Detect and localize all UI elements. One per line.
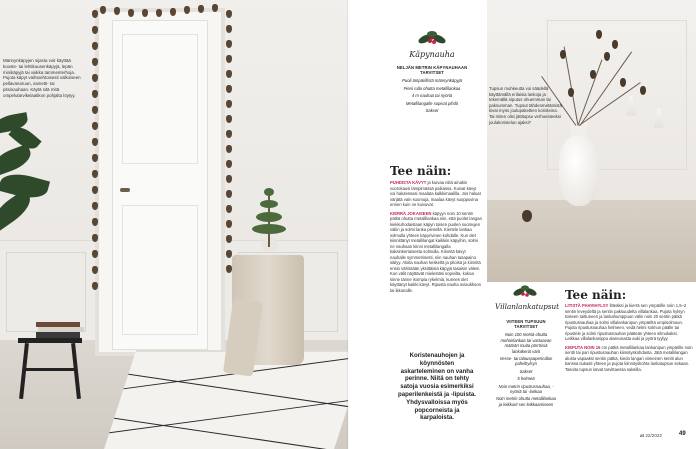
pull-quote: Koristenauhojen ja köynnösten askarteleminen on vanha perinne. Niitä on tehty satoja vuosia esimerkiksi paperilenkeistä ja -lipuista. Yhdysvalloissa myös popcorneista ja karpaloista.: [398, 352, 476, 422]
pinecone: [128, 9, 134, 17]
pinecone: [92, 90, 98, 98]
holly-icon: [495, 282, 557, 302]
pinecone: [568, 88, 574, 97]
pinecone: [226, 160, 232, 168]
pinecone: [226, 205, 232, 213]
pinecone: [92, 218, 98, 226]
tee-nain-1-section: [390, 164, 482, 293]
instruction-paragraph: [390, 180, 482, 208]
instruction-text: litteäksi ja kierrä sen ympärille noin 1,5–2 sentin leveydeltä ja sentin paksuudelta villalankaa. Pujota hylsyn toiseen taittuneen ja lankahumppuun välin noin 20 sentin pätkä ripustusnauhaa ja solmi villalankanipun ympäriltä umpisolmuun. Pujota ripustusnauhaa helmeen, vedä helmi solmun päälle tai ripustele ja solmi ripustusnauhan pääteän yhteen silmukaksi. Leikkaa villalankanippu alareunasta auki ja pyörä tyylyy.: [565, 303, 687, 341]
pinecone: [100, 6, 106, 14]
pinecone: [226, 145, 232, 153]
villanlankatupsut-requirement: Noin 100 metriä ohutta mohairlankaa tai vastaavan määrän muita pörröisiä lankakeriä värit: [500, 332, 552, 354]
tree-leaf: [260, 200, 278, 208]
door-panel: [122, 34, 198, 164]
pinecone: [640, 86, 646, 95]
pinecone: [92, 154, 98, 162]
pinecone: [170, 8, 176, 16]
instruction-text: cm pätkä metallilankaa lankanipun ympärille noin sentti tai pari ripustusnauhan kiinnityskohdasta. Jätä metallilangan alusta vapaaksi sentin pätkä, kiedo langan viimeinen sentti alun kanssa tiukasti yhteen ja pujota kiinnityskohta lankatupsun sekaan. Tasoita tupsun latvat tarvittaessa saksilla.: [565, 344, 693, 372]
pinecone: [226, 175, 232, 183]
tee-nain-1-title: Tee näin:: [390, 164, 452, 178]
pinecone: [226, 130, 232, 138]
linen-cloth: [487, 200, 696, 282]
tree-leaf: [252, 224, 286, 234]
pinecone: [92, 250, 98, 258]
pinecone: [92, 266, 98, 274]
wall-panel: [6, 252, 86, 332]
pinecone: [522, 210, 532, 222]
right-photo-caption: Tupsun muhkeutta voi säädellä käyttämällä erilaisia lankoja ja tekemällä niputus ohuemman tai paksumman. Tupsut tähdenmetämistä kivat myös joulupakettien koristeina. Tai miten olisi jättitupsu verhoesteeksi joulukoristelun ajaksi?: [489, 86, 562, 125]
pinecone: [596, 30, 602, 39]
kapynauha-requirements-heading: NELJÄN METRIN KÄPYNAUHAAN TARVITSET: [396, 65, 468, 76]
pinecone: [590, 70, 596, 79]
small-vase: [262, 238, 278, 252]
holly-icon: [387, 28, 477, 50]
pinecone: [560, 50, 566, 59]
pinecone: [604, 52, 610, 61]
villanlankatupsut-requirement: Noin metrin ripustusnauhaa, -nyöriä tai -lankaa: [498, 383, 554, 395]
pinecone: [212, 4, 218, 12]
instruction-paragraph: [565, 303, 693, 342]
villanlankatupsut-title: Villanlankatupsut: [495, 302, 560, 311]
kapynauha-requirement: Metallilangalle sopivat pihdit: [405, 100, 459, 106]
pinecone: [92, 202, 98, 210]
instruction-lead: KIERRÄ JOKAISEEN: [390, 210, 432, 216]
door-handle: [120, 188, 130, 192]
kapynauha-requirement: Puoli ämpärillistä männynkäpyjä: [402, 78, 462, 84]
pinecone: [226, 235, 232, 243]
gutter-shadow: [347, 0, 349, 449]
kapynauha-requirement: Pieni rulla ohutta metallilankaa: [403, 85, 461, 91]
footer-issue: [640, 433, 662, 438]
villanlankatupsut-requirements-heading: VIITEEN TUPSUUN TARVITSET: [506, 319, 546, 330]
kapynauha-section: [387, 28, 477, 113]
pinecone: [92, 186, 98, 194]
footer-issue-number: 22/2022: [645, 433, 662, 438]
page-number: 49: [679, 431, 686, 437]
pinecone: [92, 170, 98, 178]
pinecone: [92, 122, 98, 130]
villanlankatupsut-requirement: Sakset: [519, 368, 533, 374]
pinecone: [92, 282, 98, 290]
instruction-paragraph: [390, 211, 482, 294]
footer-brand: at: [640, 433, 645, 438]
tree-leaf: [264, 188, 274, 196]
pinecone: [226, 190, 232, 198]
pinecone: [226, 115, 232, 123]
villanlankatupsut-requirement: Vesse- tai talouspaperirullan pahvihylsyn: [499, 356, 553, 367]
instruction-lead: KIEPUTA NOIN 15: [565, 344, 601, 350]
kapynauha-requirement: Sakset: [425, 108, 439, 114]
stool-rung: [24, 368, 76, 371]
pinecone: [612, 40, 618, 49]
pinecone: [142, 9, 148, 17]
instruction-text: ja kuivaa niitä ainakin vuorokausi lämpimässä paikassa. Kuivat kävyt voi halutessasi maalata kalkkimaalilla. Jos haluat värjätä vain suomuja, maalaa kävyt suoppuvina ennen kuin ne kuivuvat.: [390, 180, 481, 207]
pinecone: [92, 26, 98, 34]
pinecone: [226, 25, 232, 33]
left-photo-caption: Männynkäpyjen sijasta voit käyttää kooste- tai lehtikuusenkäpyjä, lepän minikäpyjä tai vaikka tammenterhoja. Pujota käpyt vaihtoehtoisesti valkoiseen pellavanaruun, sametti- tai pitsinauhaan. Käytä sitä mitä ompelutarvikelaatikon pohjalta löytyy.: [3, 58, 81, 98]
kapynauha-title: Käpynauha: [409, 50, 455, 59]
instruction-lead: LITISTÄ PAHVIHYLSY: [565, 303, 609, 308]
instruction-text: käpyyn noin 10 sentin pätkä ohutta metallilankaa niin, että puolet langan kiekkuhodaistaan käpyn toisen puolen suomujen väliin ja solmi lanka pienellä. Kiertele lankaa solmulla yhteen käpyrivinen kohdalle. Kun olet kiinnittänyt metallilangat kaikkiin käpyihin, solmi ne nauhaan kiinni metallilangalla kaksinkertaisesta solmulla. Kiinnitä kävyt nauhalle symmetrisesti, niin nauhan tasapaino säilyy. Aloita nauhan keskeltä ja pitoisä ja kiinnitä ensin vähintään yksittäisiä käpyjä tasaisin välein. Kun välit näyttävät mielestäsi sopivilta, kokoa sinne tänne isompia rykelmiä, kunnes olet käyttänyt kaikki kävyt. Ripusta nauha oviaukkoon tai ikkunalle.: [390, 210, 482, 293]
pinecone: [226, 40, 232, 48]
pinecone: [92, 106, 98, 114]
villanlankatupsut-requirement: 5 helmeä: [517, 376, 535, 382]
instruction-paragraph: [565, 345, 693, 373]
pinecone: [198, 5, 204, 13]
pinecone: [226, 10, 232, 18]
pinecone: [226, 250, 232, 258]
villanlankatupsut-section: [495, 282, 560, 407]
pinecone: [92, 138, 98, 146]
tee-nain-2-section: [565, 288, 693, 372]
pinecone: [226, 85, 232, 93]
pinecone: [226, 55, 232, 63]
pinecone: [92, 74, 98, 82]
pinecone: [226, 70, 232, 78]
kapynauha-requirement: 4 m nauhaa tai nyöriä: [411, 93, 453, 99]
pinecone: [620, 78, 626, 87]
pinecone: [92, 58, 98, 66]
pinecone: [92, 234, 98, 242]
pinecone: [156, 9, 162, 17]
pinecone: [226, 220, 232, 228]
pinecone: [92, 42, 98, 50]
books: [36, 322, 84, 340]
instruction-lead: PUHDISTA KÄVYT: [390, 180, 427, 185]
door-panel: [122, 205, 198, 335]
white-vase: [559, 136, 599, 206]
pinecone: [92, 10, 98, 18]
tree-leaf: [256, 212, 282, 222]
pinecone: [226, 100, 232, 108]
tee-nain-2-title: Tee näin:: [565, 288, 627, 302]
villanlankatupsut-requirement: Noin metrin ohutta metallilankaa ja leikkurit sen leikkaamiseen: [496, 396, 556, 407]
